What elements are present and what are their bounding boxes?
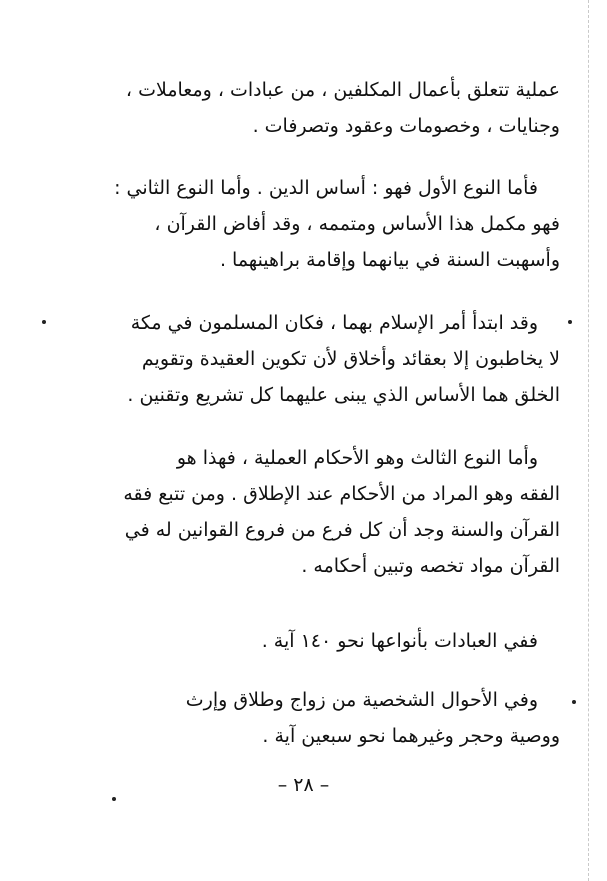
paragraph-3 [80, 305, 560, 413]
paragraph-2 [80, 170, 560, 278]
text-line: فأما النوع الأول فهو : أساس الدين . وأما النوع الثاني : [114, 177, 538, 199]
paragraph-4 [80, 440, 560, 584]
text-line: وقد ابتدأ أمر الإسلام بهما ، فكان المسلمون في مكة [130, 312, 538, 334]
scan-speck [112, 797, 116, 801]
page-fold-line [588, 0, 589, 881]
text-line: القرآن مواد تخصه وتبين أحكامه . [301, 555, 560, 577]
text-line: ففي العبادات بأنواعها نحو ١٤٠ آية . [261, 630, 538, 652]
text-line: القرآن والسنة وجد أن كل فرع من فروع القوانين له في [124, 519, 560, 541]
scan-speck [572, 700, 576, 704]
text-line: فهو مكمل هذا الأساس ومتممه ، وقد أفاض القرآن ، [154, 213, 560, 235]
text-line: عملية تتعلق بأعمال المكلفين ، من عبادات ، ومعاملات ، [125, 79, 560, 101]
paragraph-1 [80, 72, 560, 144]
text-line: ووصية وحجر وغيرهما نحو سبعين آية . [262, 725, 560, 747]
scan-speck [42, 320, 46, 324]
paragraph-5 [80, 623, 560, 659]
text-line: وأما النوع الثالث وهو الأحكام العملية ، فهذا هو [176, 447, 538, 469]
text-line: وأسهبت السنة في بيانهما وإقامة براهينهما . [219, 249, 560, 271]
text-line: الخلق هما الأساس الذي يبنى عليهما كل تشريع وتقنين . [127, 384, 560, 406]
text-line: وجنايات ، وخصومات وعقود وتصرفات . [252, 115, 560, 137]
text-line: وفي الأحوال الشخصية من زواج وطلاق وإرث [185, 689, 538, 711]
scan-speck [568, 320, 572, 324]
page-number: – ٢٨ – [277, 774, 330, 796]
paragraph-6 [80, 682, 560, 754]
text-line: لا يخاطبون إلا بعقائد وأخلاق لأن تكوين العقيدة وتقويم [141, 348, 560, 370]
text-line: الفقه وهو المراد من الأحكام عند الإطلاق . ومن تتبع فقه [123, 483, 560, 505]
